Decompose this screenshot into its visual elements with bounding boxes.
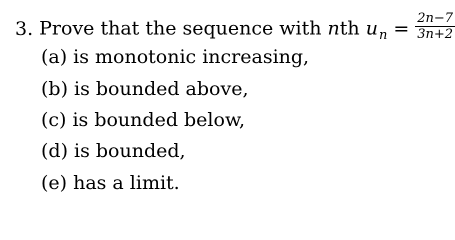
problem-statement [15, 11, 455, 44]
statement-text: Prove that the sequence with [39, 17, 328, 40]
part-label: (a) [41, 46, 68, 68]
equals-sign: = [393, 17, 410, 40]
nth-suffix: th [339, 17, 360, 40]
part-text: is monotonic increasing, [73, 46, 310, 68]
part-label: (c) [41, 109, 67, 131]
part-text: has a limit. [73, 172, 180, 194]
part-label: (d) [41, 140, 68, 162]
problem-number: 3. [15, 17, 34, 40]
sequence-subscript: n [378, 27, 388, 43]
fraction-numerator: 2n−7 [417, 11, 454, 26]
part-text: is bounded, [74, 140, 186, 162]
part-e [41, 172, 180, 194]
part-label: (e) [41, 172, 68, 194]
part-text: is bounded above, [74, 78, 249, 100]
part-label: (b) [41, 78, 68, 100]
sequence-variable: u [365, 17, 378, 40]
part-c [41, 109, 245, 131]
sequence-fraction [415, 12, 455, 41]
part-b [41, 78, 249, 100]
part-text: is bounded below, [72, 109, 245, 131]
fraction-denominator: 3n+2 [417, 27, 454, 42]
nth-variable: n [327, 17, 340, 40]
part-a [41, 46, 309, 68]
part-d [41, 140, 186, 162]
